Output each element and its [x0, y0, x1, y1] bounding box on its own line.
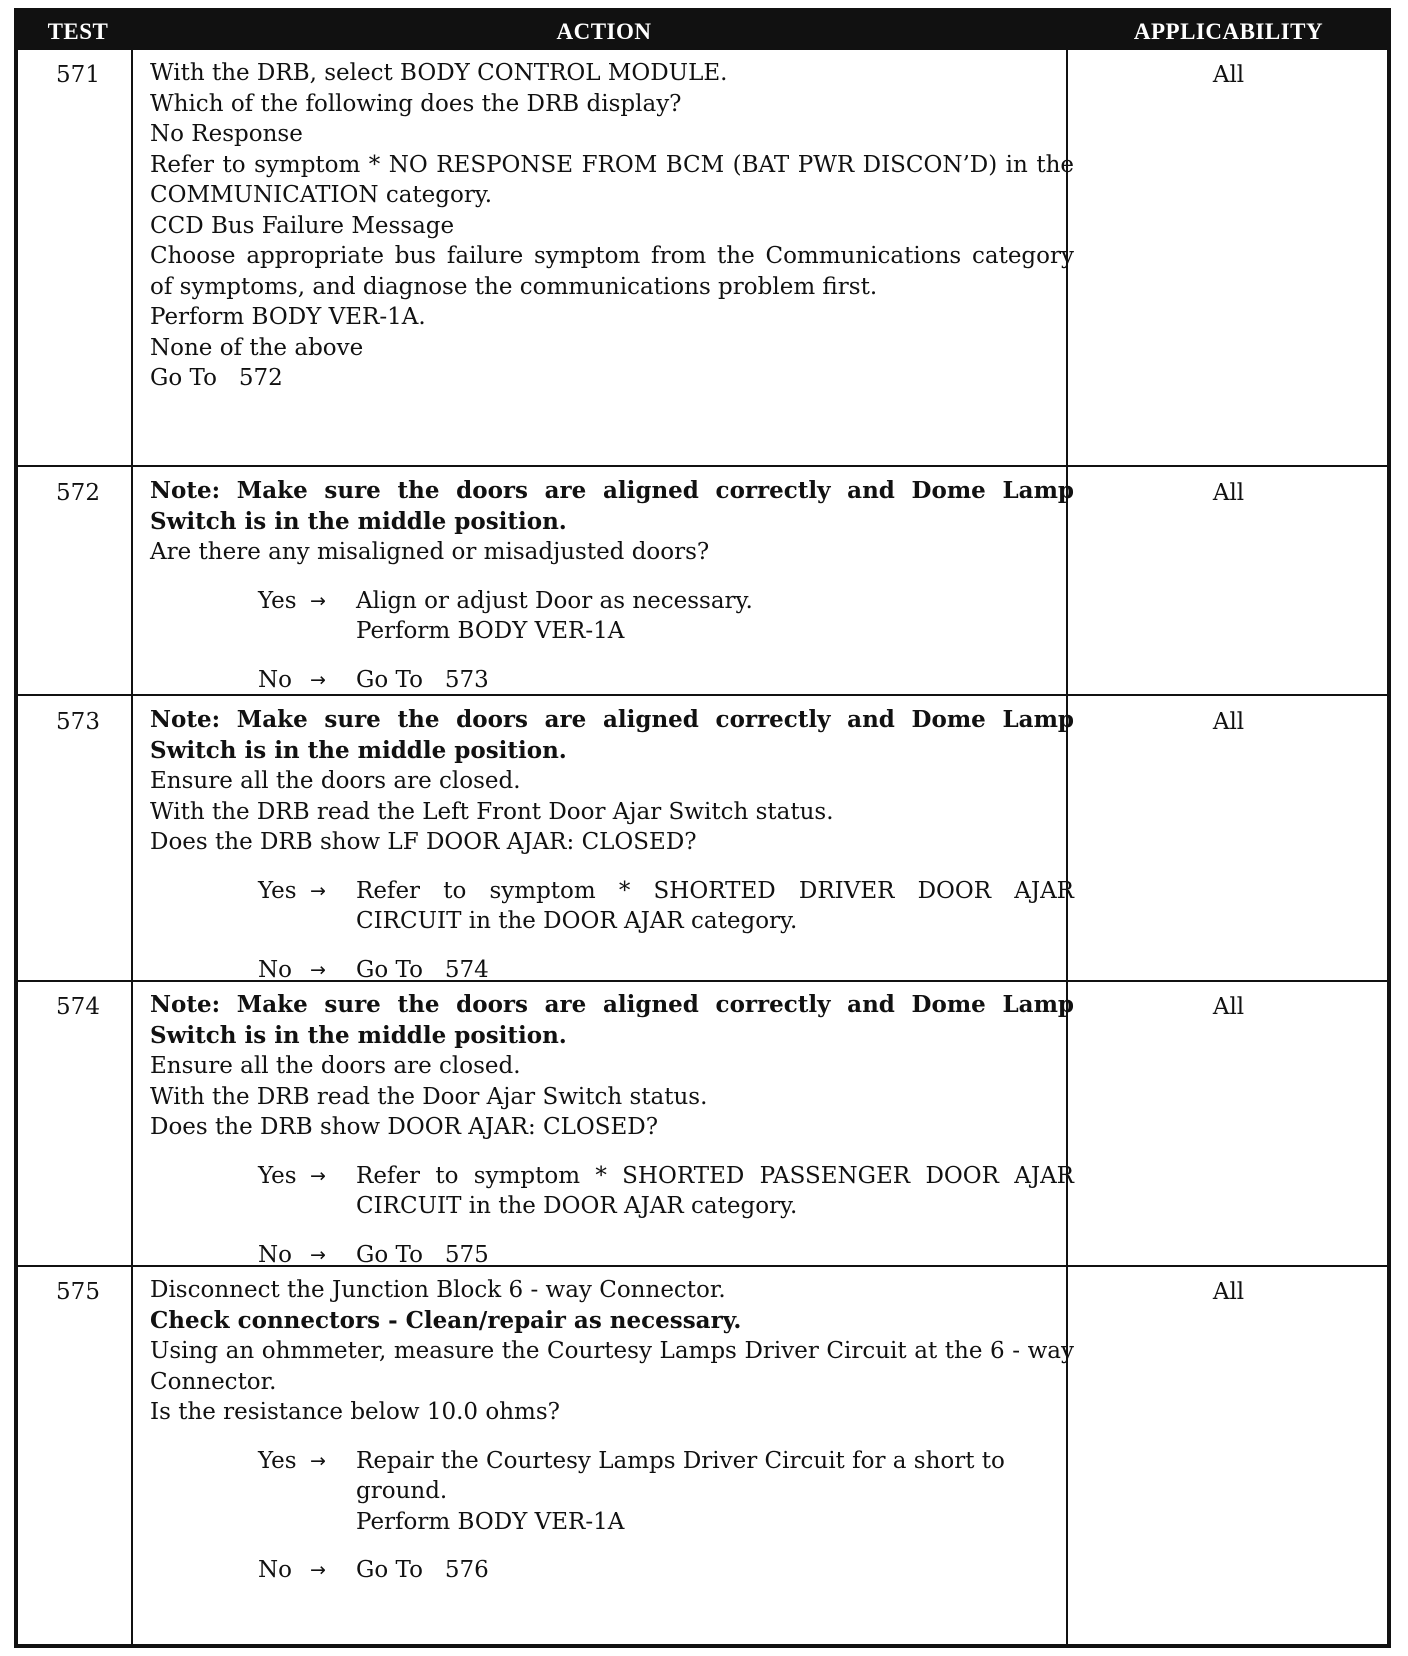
arrow-icon: → — [310, 668, 326, 691]
action-cell — [150, 58, 1074, 394]
row-divider — [18, 465, 1387, 467]
no-branch — [258, 1240, 1074, 1271]
header-test: TEST — [47, 19, 109, 44]
arrow-icon: → — [310, 958, 326, 981]
note-text: Note: Make sure the doors are aligned correctly and Dome Lamp Switch is in the middle position. — [150, 477, 1074, 535]
yes-branch — [258, 1446, 1074, 1538]
option-label: None of the above — [150, 334, 364, 361]
yes-label: Yes — [258, 1447, 297, 1474]
action-line: Ensure all the doors are closed. — [150, 1053, 521, 1079]
action-line: With the DRB, select BODY CONTROL MODULE. — [150, 60, 728, 86]
note-text: Note: Make sure the doors are aligned correctly and Dome Lamp Switch is in the middle position. — [150, 991, 1074, 1049]
goto-text: Go To 576 — [356, 1557, 489, 1583]
arrow-icon: → — [310, 879, 326, 902]
test-number: 572 — [56, 480, 100, 506]
yes-label: Yes — [258, 1162, 297, 1189]
arrow-icon: → — [310, 1449, 326, 1472]
no-label: No — [258, 666, 292, 693]
yes-branch — [258, 1161, 1074, 1222]
action-line: Ensure all the doors are closed. — [150, 768, 521, 794]
yes-branch — [258, 876, 1074, 937]
action-line: Using an ohmmeter, measure the Courtesy Lamps Driver Circuit at the 6 - way Connector. — [150, 1338, 1074, 1395]
goto-text: Go To 572 — [150, 365, 283, 391]
bold-instruction: Check connectors - Clean/repair as necessary. — [150, 1306, 742, 1334]
yes-label: Yes — [258, 877, 297, 904]
action-line: With the DRB read the Left Front Door Ajar Switch status. — [150, 798, 834, 825]
header-applicability: APPLICABILITY — [1133, 19, 1324, 44]
action-cell — [150, 1275, 1074, 1586]
arrow-icon: → — [310, 1243, 326, 1266]
table-header — [18, 12, 1387, 50]
goto-text: Go To 574 — [356, 956, 489, 983]
arrow-icon: → — [310, 1559, 326, 1581]
action-line: Which of the following does the DRB display? — [150, 90, 682, 117]
no-branch — [258, 1555, 1074, 1586]
arrow-icon: → — [310, 1164, 326, 1187]
option-body: Choose appropriate bus failure symptom from the Communications category of symptoms, and diagnose the communications problem first. — [150, 243, 1074, 300]
yes-branch — [258, 586, 1074, 647]
test-number: 571 — [56, 62, 100, 88]
no-branch — [258, 955, 1074, 986]
action-line: Does the DRB show LF DOOR AJAR: CLOSED? — [150, 829, 697, 855]
applicability-value: All — [1212, 1279, 1245, 1305]
no-label: No — [258, 1557, 292, 1583]
no-label: No — [258, 956, 292, 983]
test-number: 574 — [56, 994, 100, 1020]
applicability-value: All — [1212, 62, 1245, 88]
action-cell — [150, 990, 1074, 1270]
goto-text: Go To 573 — [356, 666, 489, 693]
no-label: No — [258, 1241, 292, 1268]
goto-text: Go To 575 — [356, 1241, 489, 1268]
option-body: Refer to symptom * NO RESPONSE FROM BCM (BAT PWR DISCON’D) in the COMMUNICATION category. — [150, 151, 1074, 208]
test-number: 573 — [56, 709, 100, 735]
option-label: CCD Bus Failure Message — [150, 212, 455, 239]
applicability-value: All — [1212, 480, 1245, 506]
action-line: With the DRB read the Door Ajar Switch status. — [150, 1083, 708, 1110]
yes-text: Refer to symptom * SHORTED DRIVER DOOR AJAR CIRCUIT in the DOOR AJAR category. — [356, 877, 1074, 934]
action-line: Does the DRB show DOOR AJAR: CLOSED? — [150, 1114, 659, 1140]
option-body: Perform BODY VER-1A. — [150, 304, 426, 330]
option-label: No Response — [150, 121, 303, 147]
header-action: ACTION — [556, 19, 652, 44]
applicability-value: All — [1212, 709, 1245, 735]
no-branch — [258, 665, 1074, 696]
action-cell — [150, 705, 1074, 985]
note-text: Note: Make sure the doors are aligned correctly and Dome Lamp Switch is in the middle position. — [150, 706, 1074, 764]
action-line: Are there any misaligned or misadjusted doors? — [150, 539, 710, 565]
yes-text: Refer to symptom * SHORTED PASSENGER DOOR AJAR CIRCUIT in the DOOR AJAR category. — [356, 1162, 1074, 1219]
test-number: 575 — [56, 1279, 100, 1305]
yes-label: Yes — [258, 587, 297, 614]
action-cell — [150, 476, 1074, 695]
arrow-icon: → — [310, 589, 326, 612]
diagnostic-table — [14, 8, 1391, 1648]
action-line: Disconnect the Junction Block 6 - way Connector. — [150, 1277, 726, 1303]
column-divider — [131, 50, 133, 1644]
applicability-value: All — [1212, 994, 1245, 1020]
yes-text: Repair the Courtesy Lamps Driver Circuit for a short to ground. Perform BODY VER-1A — [356, 1447, 1005, 1535]
action-line: Is the resistance below 10.0 ohms? — [150, 1399, 560, 1425]
yes-text: Align or adjust Door as necessary. Perform BODY VER-1A — [356, 587, 753, 644]
